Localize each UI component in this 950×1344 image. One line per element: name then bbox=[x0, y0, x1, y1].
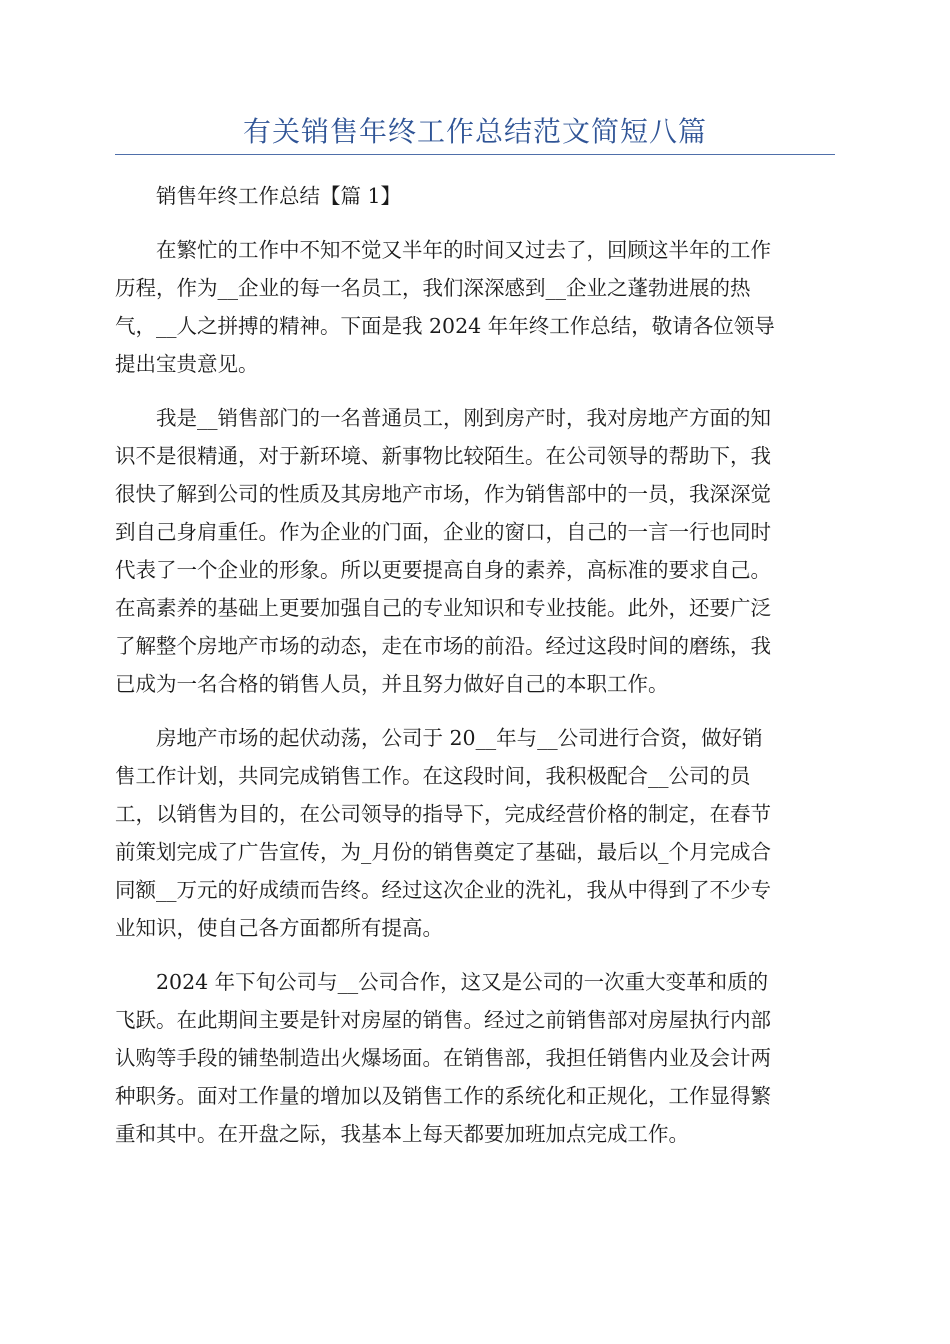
paragraph-line: 工，以销售为目的，在公司领导的指导下，完成经营价格的制定，在春节 bbox=[115, 802, 771, 826]
paragraph-line: 在繁忙的工作中不知不觉又半年的时间又过去了，回顾这半年的工作 bbox=[156, 238, 771, 262]
paragraph-line: 历程，作为__企业的每一名员工，我们深深感到__企业之蓬勃进展的热 bbox=[115, 276, 751, 300]
paragraph-line: 到自己身肩重任。作为企业的门面，企业的窗口，自己的一言一行也同时 bbox=[115, 520, 771, 544]
document-body bbox=[115, 177, 835, 1169]
paragraph-line: 同额__万元的好成绩而告终。经过这次企业的洗礼，我从中得到了不少专 bbox=[115, 878, 771, 902]
paragraph-line: 房地产市场的起伏动荡，公司于 20__年与__公司进行合资，做好销 bbox=[156, 726, 763, 750]
paragraph-line: 飞跃。在此期间主要是针对房屋的销售。经过之前销售部对房屋执行内部 bbox=[115, 1008, 771, 1032]
paragraph-line: 重和其中。在开盘之际，我基本上每天都要加班加点完成工作。 bbox=[115, 1122, 689, 1146]
paragraph-line: 2024 年下旬公司与__公司合作，这又是公司的一次重大变革和质的 bbox=[156, 970, 769, 994]
paragraph-line: 前策划完成了广告宣传，为_月份的销售奠定了基础，最后以_个月完成合 bbox=[115, 840, 771, 864]
paragraph-line: 售工作计划，共同完成销售工作。在这段时间，我积极配合__公司的员 bbox=[115, 764, 751, 788]
paragraph-line: 很快了解到公司的性质及其房地产市场，作为销售部中的一员，我深深觉 bbox=[115, 482, 771, 506]
paragraph-line: 业知识，使自己各方面都所有提高。 bbox=[115, 916, 443, 940]
paragraph-line: 我是__销售部门的一名普通员工，刚到房产时，我对房地产方面的知 bbox=[156, 406, 771, 430]
paragraph-line: 气，__人之拼搏的精神。下面是我 2024 年年终工作总结，敬请各位领导 bbox=[115, 314, 775, 338]
paragraph-line: 在高素养的基础上更要加强自己的专业知识和专业技能。此外，还要广泛 bbox=[115, 596, 771, 620]
paragraph-line: 识不是很精通，对于新环境、新事物比较陌生。在公司领导的帮助下，我 bbox=[115, 444, 771, 468]
paragraph-line: 认购等手段的铺垫制造出火爆场面。在销售部，我担任销售内业及会计两 bbox=[115, 1046, 771, 1070]
document-title: 有关销售年终工作总结范文简短八篇 bbox=[242, 115, 707, 148]
title-underline bbox=[115, 154, 835, 155]
paragraph-line: 种职务。面对工作量的增加以及销售工作的系统化和正规化，工作显得繁 bbox=[115, 1084, 771, 1108]
paragraph bbox=[115, 231, 835, 383]
paragraph-line: 了解整个房地产市场的动态，走在市场的前沿。经过这段时间的磨练，我 bbox=[115, 634, 771, 658]
paragraph-line: 代表了一个企业的形象。所以更要提高自身的素养，高标准的要求自己。 bbox=[115, 558, 771, 582]
paragraph-line: 提出宝贵意见。 bbox=[115, 352, 259, 376]
paragraph bbox=[115, 963, 835, 1153]
paragraph bbox=[115, 399, 835, 703]
paragraph-line: 已成为一名合格的销售人员，并且努力做好自己的本职工作。 bbox=[115, 672, 669, 696]
section-heading: 销售年终工作总结【篇 1】 bbox=[156, 184, 402, 208]
paragraph bbox=[115, 719, 835, 947]
